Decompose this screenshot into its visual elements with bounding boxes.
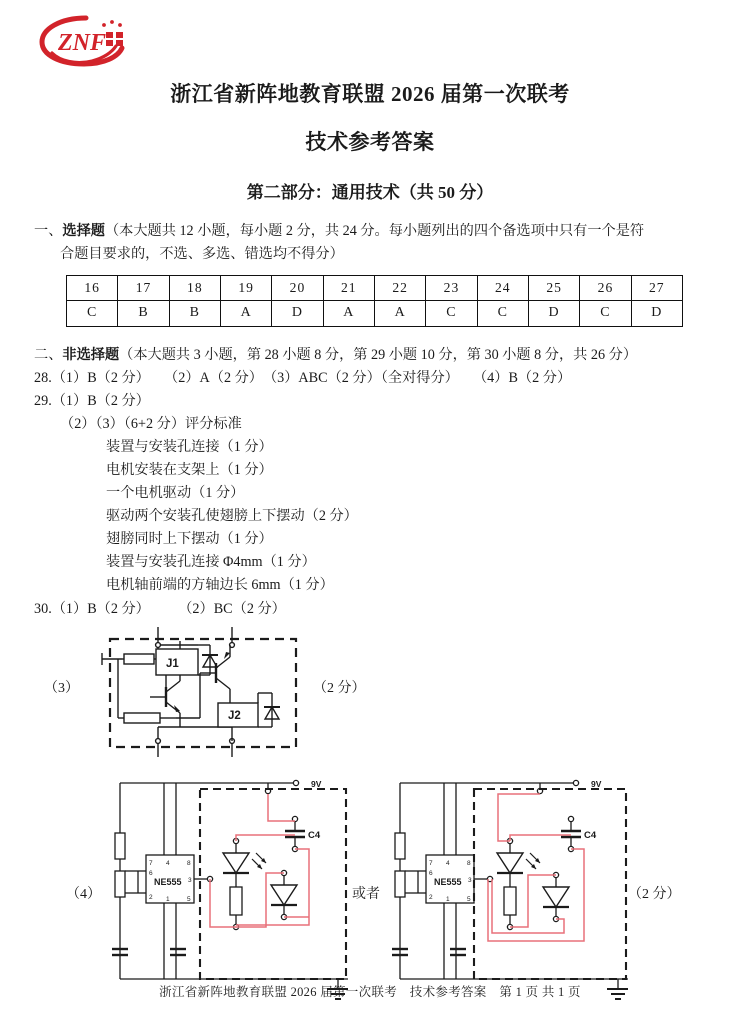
logo-stars xyxy=(102,20,122,27)
ne555-chip-label: NE555 xyxy=(154,876,182,887)
criteria-item: 电机轴前端的方轴边长 6mm（1 分） xyxy=(106,576,334,593)
section2-name: 非选择题 xyxy=(62,346,120,363)
section1-desc-line2: 合题目要求的，不选、多选、错选均不得分） xyxy=(60,246,344,262)
resistor-led-series xyxy=(504,887,516,915)
relay-driver-circuit xyxy=(100,627,306,757)
supply-label-9v: 9V xyxy=(311,778,322,789)
answer-letter-cell: D xyxy=(272,301,323,327)
table-row-answers xyxy=(67,301,683,327)
svg-text:2: 2 xyxy=(149,893,153,901)
logo-letters: ZNF xyxy=(58,30,106,56)
criteria-item: 电机安装在支架上（1 分） xyxy=(106,461,273,478)
section1-label: 一、 xyxy=(34,223,63,239)
answer-letter-cell: B xyxy=(169,301,220,327)
section2-desc: （本大题共 3 小题，第 28 小题 8 分，第 29 小题 10 分，第 30 小题 8 分，共 26 分） xyxy=(119,346,638,363)
svg-text:1: 1 xyxy=(446,895,450,903)
question-number-cell: 27 xyxy=(631,276,682,301)
answer-letter-cell: C xyxy=(477,301,528,327)
highlight-wiring xyxy=(488,794,584,941)
supply-terminal-9v xyxy=(293,780,298,785)
svg-text:4: 4 xyxy=(166,859,170,867)
question-number-cell: 22 xyxy=(374,276,425,301)
criteria-item: 驱动两个安装孔使翅膀上下摆动（2 分） xyxy=(106,507,358,524)
ne555-circuit-left xyxy=(108,775,348,1015)
question-number-cell: 20 xyxy=(272,276,323,301)
answer-key-table xyxy=(66,275,683,327)
relay-j2-label: J2 xyxy=(228,709,241,722)
question-30-part4-label: （4） xyxy=(66,886,101,902)
node-bottom-left xyxy=(156,738,161,743)
question-29-criteria-list xyxy=(34,436,718,597)
question-number-cell: 16 xyxy=(67,276,118,301)
or-separator-text: 或者 xyxy=(352,886,380,902)
node-j1-top xyxy=(156,642,161,647)
criteria-item: 一个电机驱动（1 分） xyxy=(106,484,245,501)
answer-letter-cell: C xyxy=(580,301,631,327)
question-number-cell: 23 xyxy=(426,276,477,301)
question-number-cell: 24 xyxy=(477,276,528,301)
znf-logo-icon xyxy=(34,12,142,68)
capacitor-c4-label: C4 xyxy=(308,829,321,841)
question-number-cell: 26 xyxy=(580,276,631,301)
capacitor-c4-label: C4 xyxy=(584,829,597,841)
section1-name: 选择题 xyxy=(62,223,105,239)
svg-text:8: 8 xyxy=(467,859,471,867)
diode-triangle xyxy=(271,885,297,905)
dashed-boundary xyxy=(474,789,626,979)
svg-text:5: 5 xyxy=(187,895,191,903)
node-c4-top xyxy=(568,816,573,821)
figure-relay-row xyxy=(0,627,740,767)
answer-letter-cell: A xyxy=(374,301,425,327)
criteria-item: 装置与安装孔连接（1 分） xyxy=(106,438,273,455)
question-30-answer-line1: 30.（1）B（2 分） （2）BC（2 分） xyxy=(34,600,286,617)
answer-letter-cell: B xyxy=(118,301,169,327)
section-multiple-choice-heading xyxy=(34,220,718,266)
question-number-cell: 19 xyxy=(220,276,271,301)
diode-triangle xyxy=(543,887,569,907)
question-30-part3-label: （3） xyxy=(44,680,79,696)
svg-text:6: 6 xyxy=(429,869,433,877)
svg-text:6: 6 xyxy=(149,869,153,877)
svg-text:7: 7 xyxy=(149,859,153,867)
svg-text:3: 3 xyxy=(188,876,192,884)
svg-text:5: 5 xyxy=(467,895,471,903)
answer-body xyxy=(0,220,740,621)
svg-text:4: 4 xyxy=(446,859,450,867)
resistor-r2 xyxy=(115,871,125,897)
supply-label-9v: 9V xyxy=(591,778,602,789)
answer-letter-cell: D xyxy=(528,301,579,327)
resistor-r1 xyxy=(395,833,405,859)
resistor-r1 xyxy=(124,654,154,664)
resistor-r2 xyxy=(124,713,160,723)
page-footer: 浙江省新阵地教育联盟 2026 届第一次联考 技术参考答案 第 1 页 共 1 页 xyxy=(159,985,581,999)
led-triangle xyxy=(223,853,249,873)
question-29-answer-line2: （2）（3）（6+2 分）评分标准 xyxy=(60,415,242,432)
answer-table-wrap xyxy=(34,266,718,327)
led-triangle xyxy=(497,853,523,873)
answer-letter-cell: A xyxy=(323,301,374,327)
supply-terminal-9v xyxy=(573,780,578,785)
table-row-question-numbers xyxy=(67,276,683,301)
svg-text:3: 3 xyxy=(468,876,472,884)
dashed-boundary xyxy=(200,789,346,979)
highlight-wiring xyxy=(210,794,309,927)
question-30-part3-score: （2 分） xyxy=(313,680,366,696)
svg-text:8: 8 xyxy=(187,859,191,867)
question-number-cell: 17 xyxy=(118,276,169,301)
relay-j1-label: J1 xyxy=(166,657,179,670)
question-28-answer: 28.（1）B（2 分） （2）A（2 分） （3）ABC（2 分）（全对得分） （4）B（2 分） xyxy=(34,369,572,386)
question-number-cell: 25 xyxy=(528,276,579,301)
question-30-part4-score: （2 分） xyxy=(628,886,681,902)
page-title: 浙江省新阵地教育联盟 2026 届第一次联考 xyxy=(170,82,570,106)
organization-logo xyxy=(34,12,142,68)
part-title: 第二部分：通用技术（共 50 分） xyxy=(246,183,494,202)
resistor-r1 xyxy=(115,833,125,859)
logo-blocks xyxy=(106,32,123,46)
answer-letter-cell: C xyxy=(426,301,477,327)
svg-text:7: 7 xyxy=(429,859,433,867)
section-free-response-heading xyxy=(34,344,718,367)
answer-letter-cell: C xyxy=(67,301,118,327)
page-subtitle: 技术参考答案 xyxy=(305,130,435,154)
resistor-r2 xyxy=(395,871,405,897)
svg-text:1: 1 xyxy=(166,895,170,903)
section1-desc-line1: （本大题共 12 小题，每小题 2 分，共 24 分。每小题列出的四个备选项中只有一个是符 xyxy=(104,223,645,239)
answer-letter-cell: D xyxy=(631,301,682,327)
ne555-circuit-right xyxy=(388,775,628,1015)
criteria-item: 翅膀同时上下摆动（1 分） xyxy=(106,530,273,547)
ne555-chip-label: NE555 xyxy=(434,876,462,887)
question-29-answer-line1: 29.（1）B（2 分） xyxy=(34,392,150,409)
criteria-item: 装置与安装孔连接 Φ4mm（1 分） xyxy=(106,553,316,570)
svg-text:2: 2 xyxy=(429,893,433,901)
question-number-cell: 21 xyxy=(323,276,374,301)
section2-label: 二、 xyxy=(34,346,63,363)
question-number-cell: 18 xyxy=(169,276,220,301)
resistor-led-series xyxy=(230,887,242,915)
answer-letter-cell: A xyxy=(220,301,271,327)
